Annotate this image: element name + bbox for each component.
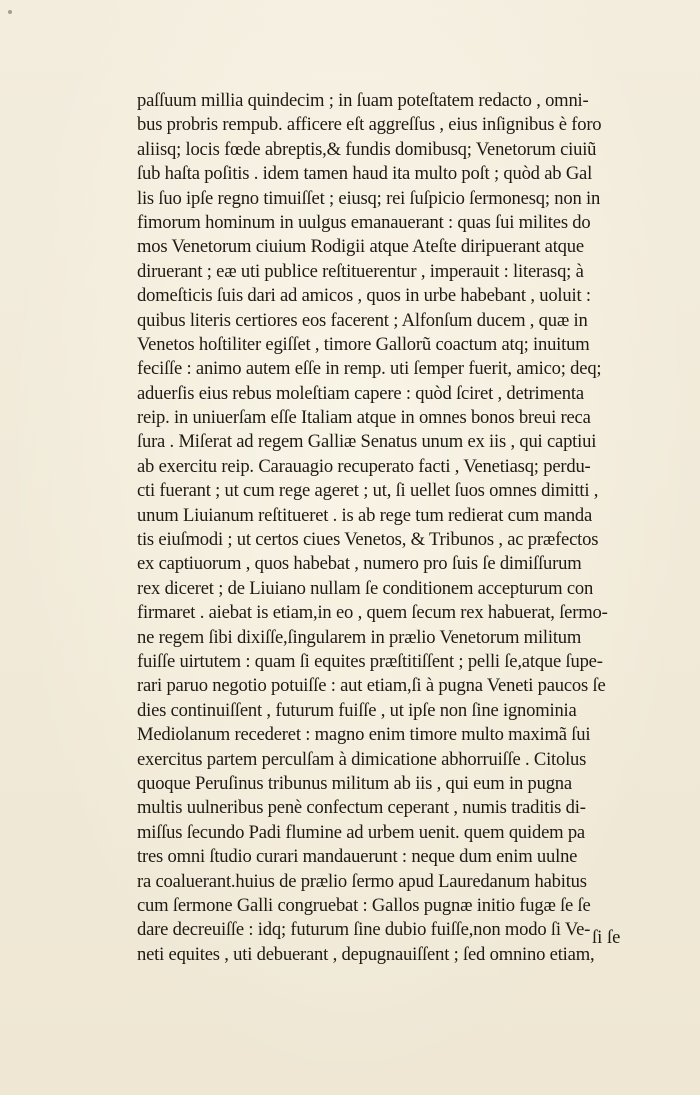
text-line: paſſuum millia quindecim ; in ſuam poteſtatem redacto , omni- bbox=[137, 90, 589, 111]
text-line: exercitus partem perculſam à dimicatione abhorruiſſe . Citolus bbox=[137, 748, 587, 770]
text-line: miſſus ſecundo Padi flumine ad urbem uenit. quem quidem pa bbox=[137, 821, 585, 843]
text-line: feciſſe : animo autem eſſe in remp. uti ſemper fuerit, amico; deq; bbox=[137, 358, 602, 380]
text-line: fuiſſe uirtutem : quam ſi equites præſtitiſſent ; pelli ſe,atque ſupe- bbox=[137, 650, 603, 672]
text-line: firmaret . aiebat is etiam,in eo , quem ſecum rex habuerat, ſermo- bbox=[137, 602, 608, 624]
text-line: aduerſis eius rebus moleſtiam capere : quòd ſciret , detrimenta bbox=[137, 382, 584, 404]
text-line: ſub haſta poſitis . idem tamen haud ita multo poſt ; quòd ab Gal bbox=[137, 163, 593, 185]
text-line: multis uulneribus penè confectum ceperant , numis traditis di- bbox=[137, 797, 586, 819]
text-line: dare decreuiſſe : idq; futurum ſine dubio fuiſſe,non modo ſi Ve- bbox=[137, 919, 591, 941]
text-line: quoque Peruſinus tribunus militum ab iis , qui eum in pugna bbox=[137, 772, 572, 794]
text-line: reip. in uniuerſam eſſe Italiam atque in omnes bonos breui reca bbox=[137, 407, 591, 429]
text-line: rari paruo negotio potuiſſe : aut etiam,ſi à pugna Veneti paucos ſe bbox=[137, 675, 606, 697]
text-line: cti fuerant ; ut cum rege ageret ; ut, ſi uellet ſuos omnes dimitti , bbox=[137, 480, 599, 502]
text-line: aliisq; locis fœde abreptis,& fundis domibusq; Venetorum ciuiũ bbox=[137, 138, 597, 160]
text-line: bus probris rempub. afficere eſt aggreſſus , eius inſignibus è foro bbox=[137, 114, 602, 136]
text-line: ſura . Miſerat ad regem Galliæ Senatus unum ex iis , qui captiui bbox=[137, 431, 597, 453]
text-line: rex diceret ; de Liuiano nullam ſe conditionem accepturum con bbox=[137, 577, 594, 599]
text-line: quibus literis certiores eos facerent ; Alfonſum ducem , quæ in bbox=[137, 309, 588, 331]
text-line: Venetos hoſtiliter egiſſet , timore Gallorũ coactum atq; inuitum bbox=[137, 333, 590, 355]
text-line: neti equites , uti debuerant , depugnauiſſent ; ſed omnino etiam, bbox=[137, 943, 595, 965]
text-line: Mediolanum recederet : magno enim timore multo maximã ſui bbox=[137, 724, 591, 746]
text-line: unum Liuianum reſtitueret . is ab rege tum redierat cum manda bbox=[137, 504, 593, 526]
catchword: ſi ſe bbox=[592, 927, 621, 948]
text-line: domeſticis ſuis dari ad amicos , quos in urbe habebant , uoluit : bbox=[137, 285, 591, 307]
body-text bbox=[137, 89, 645, 967]
text-line: ab exercitu reip. Carauagio recuperato facti , Venetiasq; perdu- bbox=[137, 455, 591, 477]
text-line: cum ſermone Galli congruebat : Gallos pugnæ initio fugæ ſe ſe bbox=[137, 894, 591, 916]
text-line: tres omni ſtudio curari mandauerunt : neque dum enim uulne bbox=[137, 846, 578, 868]
text-line: tis eiuſmodi ; ut certos ciues Venetos, & Tribunos , ac præfectos bbox=[137, 529, 599, 551]
text-line: mos Venetorum ciuium Rodigii atque Ateſte diripuerant atque bbox=[137, 236, 584, 258]
text-line: diruerant ; eæ uti publice reſtituerentur , imperauit : literasq; à bbox=[137, 260, 584, 282]
text-line: ra coaluerant.huius de prælio ſermo apud Lauredanum habitus bbox=[137, 870, 587, 892]
text-line: lis ſuo ipſe regno timuiſſet ; eiusq; rei ſuſpicio ſermonesq; non in bbox=[137, 187, 601, 209]
text-line: ex captiuorum , quos habebat , numero pro ſuis ſe dimiſſurum bbox=[137, 553, 582, 575]
text-line: ne regem ſibi dixiſſe,ſingularem in prælio Venetorum militum bbox=[137, 626, 582, 648]
text-line: dies continuiſſent , futurum fuiſſe , ut ipſe non ſine ignominia bbox=[137, 699, 577, 721]
text-line: fimorum hominum in uulgus emanauerant : quas ſui milites do bbox=[137, 211, 591, 233]
page-corner-blemish bbox=[8, 10, 12, 14]
